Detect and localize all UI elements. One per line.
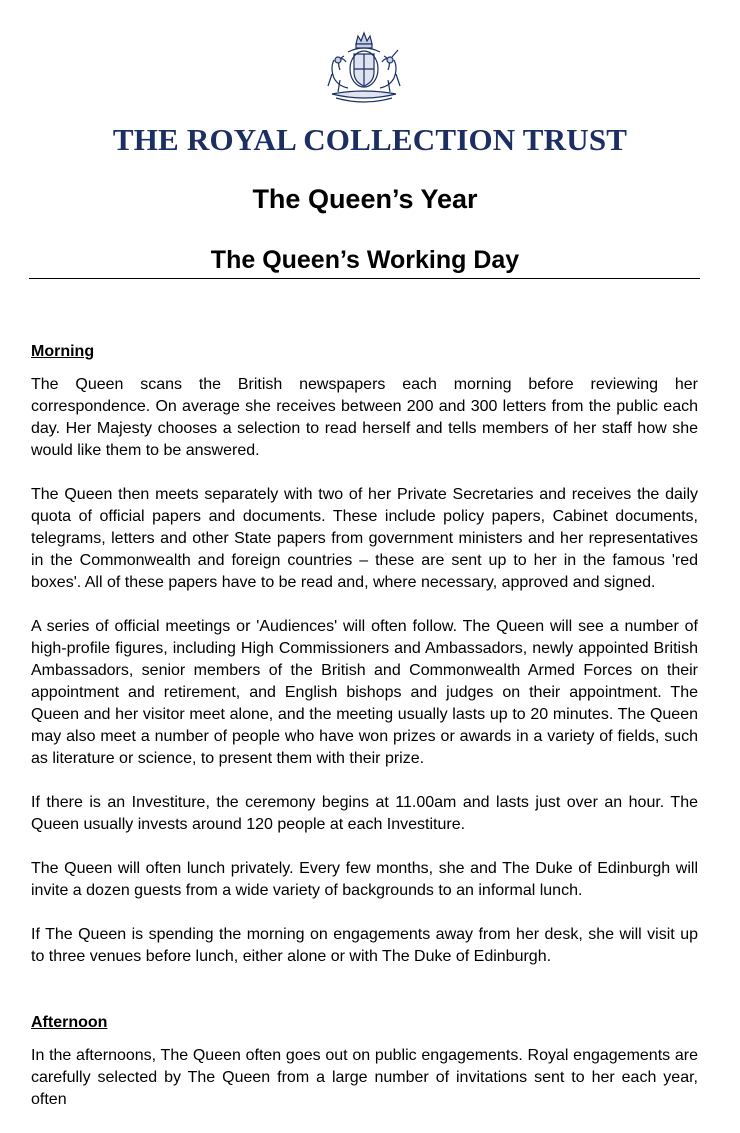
- afternoon-paragraph: In the afternoons, The Queen often goes out on public engagements. Royal engagements are carefully selected by The Queen from a large number of invitations sent to her each year, often: [31, 1047, 698, 1108]
- afternoon-section: [31, 1012, 698, 1111]
- section-heading-morning: Morning: [31, 343, 95, 360]
- document-subtitle: The Queen’s Working Day: [210, 246, 520, 274]
- document-title: The Queen’s Year: [252, 184, 478, 214]
- document-body: [31, 341, 698, 1133]
- morning-paragraph: The Queen scans the British newspapers each morning before reviewing her correspondence. On average she receives between 200 and 300 letters from the public each day. Her Majesty chooses a selection to read herself and tells members of her staff how she would like them to be answered.: [31, 376, 698, 459]
- royal-coat-of-arms-icon: [322, 30, 406, 104]
- title-divider: [29, 278, 700, 279]
- morning-paragraph: A series of official meetings or 'Audiences' will often follow. The Queen will see a number of high-profile figures, including High Commissioners and Ambassadors, newly appointed British Ambassadors, senior members of the British and Commonwealth Armed Forces on their appointment and retirement, and English bishops and judges on their appointment. The Queen and her visitor meet alone, and the meeting usually lasts up to 20 minutes. The Queen may also meet a number of people who have won prizes or awards in a variety of fields, such as literature or science, to present them with their prize.: [31, 618, 698, 767]
- organization-title: THE ROYAL COLLECTION TRUST: [112, 122, 628, 157]
- morning-paragraph: If there is an Investiture, the ceremony begins at 11.00am and lasts just over an hour. The Queen usually invests around 120 people at each Investiture.: [31, 794, 698, 833]
- section-heading-afternoon: Afternoon: [31, 1014, 108, 1031]
- section-spacer: [31, 990, 698, 1012]
- morning-paragraph: The Queen then meets separately with two of her Private Secretaries and receives the daily quota of official papers and documents. These include policy papers, Cabinet documents, telegrams, letters and other State papers from government ministers and her representatives in the Commonwealth and foreign countries – these are sent up to her in the famous 'red boxes'. All of these papers have to be read and, where necessary, approved and signed.: [31, 486, 698, 591]
- morning-paragraph: If The Queen is spending the morning on engagements away from her desk, she will visit up to three venues before lunch, either alone or with The Duke of Edinburgh.: [31, 926, 698, 965]
- morning-section: [31, 341, 698, 968]
- morning-paragraph: The Queen will often lunch privately. Every few months, she and The Duke of Edinburgh will invite a dozen guests from a wide variety of backgrounds to an informal lunch.: [31, 860, 698, 899]
